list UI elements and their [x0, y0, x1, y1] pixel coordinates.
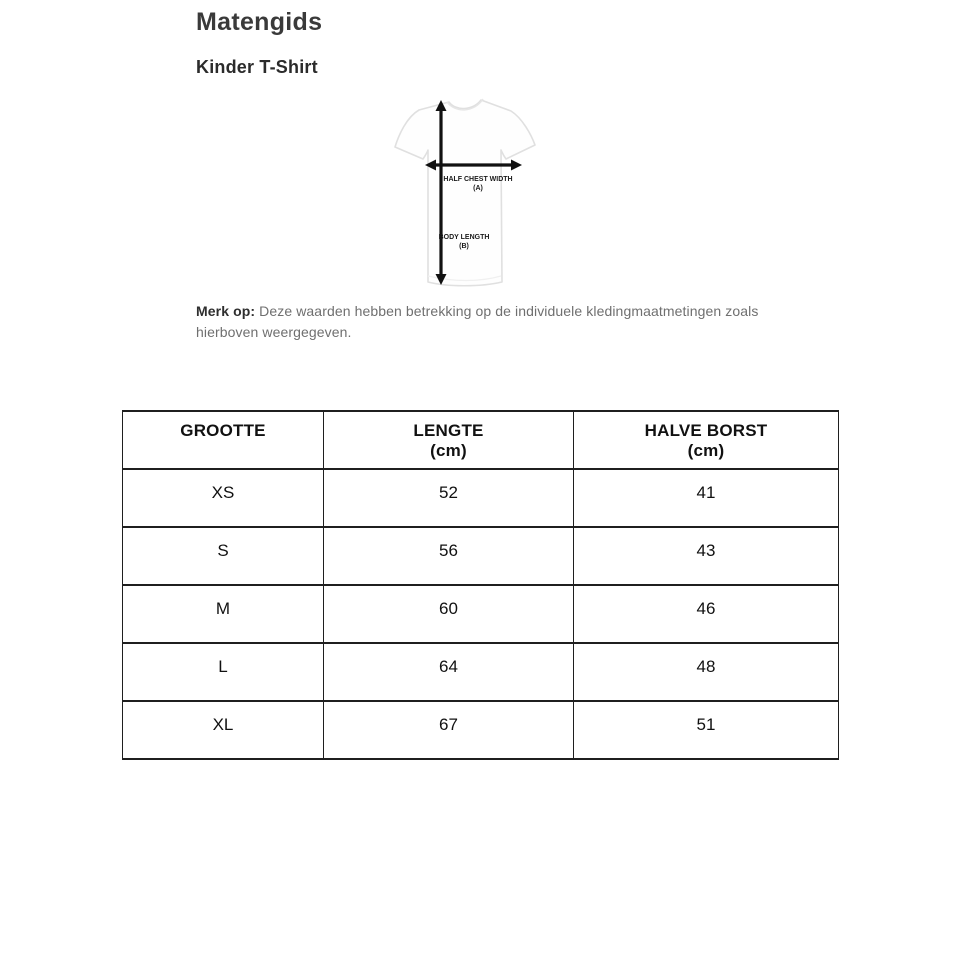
table-row [123, 643, 839, 701]
half-chest-label: HALF CHEST WIDTH [443, 176, 513, 183]
cell-length: 60 [324, 585, 574, 643]
body-length-label-code: (B) [459, 243, 469, 250]
cell-length: 64 [324, 643, 574, 701]
tshirt-graphic [395, 99, 535, 286]
header-halve-borst-line1: HALVE BORST [644, 421, 768, 440]
header-lengte-line1: LENGTE [413, 421, 484, 440]
cell-size: S [123, 527, 324, 585]
table-row [123, 701, 839, 759]
note-text: Deze waarden hebben betrekking op de individuele kledingmaatmetingen zoals hierboven weergegeven. [196, 303, 759, 340]
product-subtitle: Kinder T-Shirt [196, 57, 318, 77]
header-lengte [324, 411, 574, 469]
cell-length: 67 [324, 701, 574, 759]
tshirt-diagram-icon [388, 86, 558, 304]
table-row [123, 469, 839, 527]
header-lengte-line2: (cm) [430, 441, 467, 460]
cell-half-chest: 51 [574, 701, 839, 759]
cell-half-chest: 41 [574, 469, 839, 527]
table-row [123, 585, 839, 643]
header-grootte [123, 411, 324, 469]
cell-size: XL [123, 701, 324, 759]
note-label: Merk op: [196, 303, 256, 319]
body-length-label: BODY LENGTH [438, 234, 490, 241]
half-chest-label-code: (A) [473, 185, 483, 192]
cell-size: M [123, 585, 324, 643]
size-table [122, 410, 839, 760]
cell-length: 52 [324, 469, 574, 527]
page-title: Matengids [196, 8, 323, 36]
cell-half-chest: 46 [574, 585, 839, 643]
cell-half-chest: 43 [574, 527, 839, 585]
header-halve-borst [574, 411, 839, 469]
cell-length: 56 [324, 527, 574, 585]
table-row [123, 527, 839, 585]
header-halve-borst-line2: (cm) [687, 441, 725, 460]
cell-half-chest: 48 [574, 643, 839, 701]
cell-size: XS [123, 469, 324, 527]
cell-size: L [123, 643, 324, 701]
table-header-row [123, 411, 839, 469]
header-grootte-line1: GROOTTE [180, 421, 266, 440]
note [196, 301, 786, 343]
tshirt-measurement-diagram [388, 86, 558, 304]
